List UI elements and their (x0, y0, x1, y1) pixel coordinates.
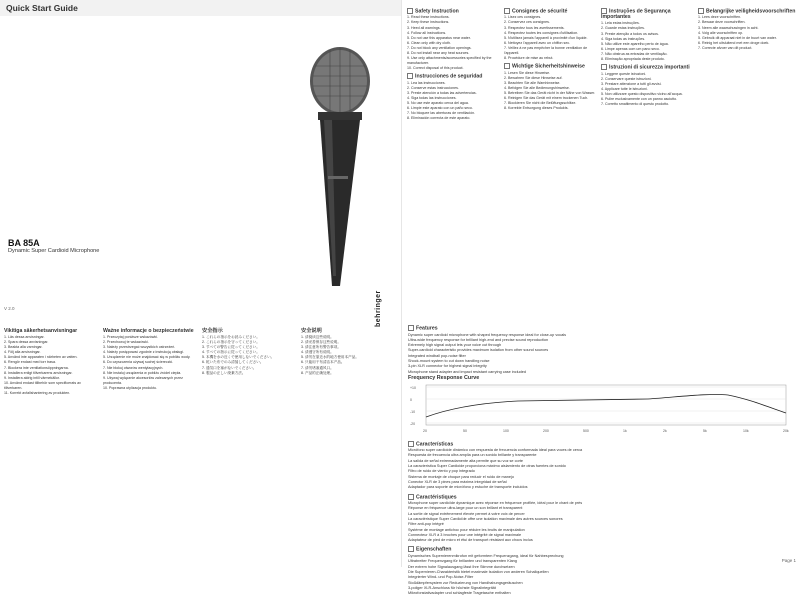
list-item: 3. Beachten Sie alle Warnhinweise. (504, 80, 561, 85)
checkbox-icon (601, 64, 607, 70)
feature-item: Filtro de ruido de viento y pop integrado (408, 469, 475, 474)
x-tick-label: 200 (543, 429, 549, 434)
section-heading (698, 8, 796, 14)
section-heading-text: Belangrijke veiligheidsvoorschriften (706, 8, 796, 15)
list-item: 3. Należy przestrzegać wszystkich ostrzeżeń. (103, 345, 176, 350)
list-item: 5. Não utilize este aparelho perto de água. (601, 41, 669, 46)
features-list (408, 333, 796, 375)
list-item: 5. Betreiben Sie das Gerät nicht in der Nähe von Wasser. (504, 90, 596, 95)
feature-item: Conector XLR de 3 pines para máxima integridad de señal (408, 479, 507, 484)
x-tick-label: 500 (583, 429, 589, 434)
list-item: 8. Nie instaluj urządzenia w pobliżu źródeł ciepła. (103, 370, 182, 375)
feature-item: 3-pin XLR connector for highest signal integrity (408, 364, 487, 369)
list-item: 2. 请妥善保存这些说明。 (301, 340, 341, 345)
feature-item: Micrófono super cardioide dinámico con respuesta de frecuencia conformada ideal para voces de cerca (408, 448, 583, 453)
guide-title: Quick Start Guide (6, 3, 78, 13)
list-item: 9. Use only attachments/accessories specified by the manufacturer. (407, 56, 492, 66)
list-item: 7. Blockieren Sie nicht die Belüftungsschlitze. (504, 101, 577, 106)
eigenschaften-heading: Eigenschaften (408, 546, 796, 553)
column-polish (103, 326, 197, 391)
section-heading-text: Instruções de Segurança Importantes (601, 8, 671, 21)
list-item: 8. Korrekte Entsorgung dieses Produkts. (504, 106, 569, 111)
y-tick-label: +10 (410, 386, 416, 391)
list-item: 4. Applicare tutte le istruzioni. (601, 86, 648, 91)
feature-item: Respuesta de frecuencia ultra amplia para un sonido brillante y transparente (408, 453, 537, 458)
section-heading (601, 64, 693, 70)
list-item: 4. Siga todas as instruções. (601, 36, 646, 41)
brand-logo: behringer (375, 290, 382, 327)
list-item: 8. Eliminación correcta de este aparato. (407, 116, 471, 121)
left-page (0, 0, 401, 567)
feature-item: Réponse en fréquence ultra-large pour un son brillant et transparent (408, 506, 523, 511)
checkbox-icon (504, 63, 510, 69)
product-subtitle: Dynamic Super Cardioid Microphone (8, 248, 100, 254)
list-item: 5. 请勿在靠近水的地方使用本产品。 (301, 355, 359, 360)
section-heading: Vikitiga säkerhetsanvisningar (4, 328, 78, 334)
feature-item: Mikrofonstativadapter und schlagfeste Tragetasche enthalten (408, 591, 511, 596)
section-heading (601, 8, 693, 20)
section-heading (504, 63, 596, 69)
x-tick-label: 20 (423, 429, 427, 434)
section-heading (504, 8, 596, 14)
list-item: 1. Lesen Sie diese Hinweise. (504, 70, 551, 75)
feature-item: Extremely high signal output lets your voice cut through (408, 343, 502, 348)
checkbox-icon (407, 73, 413, 79)
list-item: 10. Poprawna utylizacja produktu. (103, 385, 157, 390)
list-item: 6. Reinig het uitsluitend met een droge doek. (698, 40, 770, 45)
feature-item: 3-poliger XLR-Anschluss für höchste Signalintegrität (408, 585, 496, 590)
list-item: 7. No bloquee las aberturas de ventilación. (407, 111, 476, 116)
list-item: 6. Clean only with dry cloth. (407, 40, 451, 45)
list-item: 6. Limpie este aparato con un paño seco. (407, 106, 473, 111)
list-item: 6. Limpe apenas com um pano seco. (601, 46, 660, 51)
section-heading-text: Safety Instruction (415, 8, 459, 15)
list-item: 9. Installera aldrig intill värmekällor. (4, 375, 60, 380)
column-japanese (202, 326, 296, 376)
feature-item: Stoßdämpfersystem zur Reduzierung von Handhabungsgeräuschen (408, 580, 523, 585)
feature-item: Adaptateur de pied de micro et étui de transport résistant aux chocs inclus (408, 538, 533, 543)
section-heading: 安全指示 (202, 328, 223, 334)
list-item: 4. Siga todas las instrucciones. (407, 96, 457, 101)
x-tick-label: 10k (743, 429, 749, 434)
list-item: 9. Używaj wyłącznie akcesoriów zalecanych przez producenta. (103, 375, 183, 385)
header-band (0, 0, 401, 16)
list-item: 1. Leggere queste istruzioni. (601, 71, 647, 76)
list-item: 1. 请阅读这些说明。 (301, 335, 334, 339)
checkbox-icon (504, 8, 510, 14)
frequency-title: Frequency Response Curve (408, 374, 480, 381)
list-item: 2. Conserve estas instrucciones. (407, 85, 459, 90)
list-item: 7. Não obstrua as entradas de ventilação. (601, 51, 668, 56)
x-tick-label: 50 (463, 429, 467, 434)
list-item: 10. Correct disposal of this product. (407, 66, 464, 71)
list-item: 3. Respectez tous les avertissements. (504, 25, 565, 30)
y-tick-label: -10 (410, 410, 416, 415)
list-item: 1. Przeczytaj poniższe wskazówki. (103, 335, 158, 339)
feature-item: Dynamic super cardioid microphone with shaped frequency response ideal for close-up vocals (408, 332, 567, 337)
list-item: 1. これらの指示をお読みください。 (202, 335, 260, 339)
list-item: 3. Heed all warnings. (407, 25, 441, 30)
list-item: 7. Corretto smaltimento di questo prodotto. (601, 102, 670, 107)
list-item: 10. Använd endast tillbehör som specificerats av tillverkaren. (4, 380, 81, 390)
list-item: 6. Pulire esclusivamente con un panno asciutto. (601, 96, 678, 101)
column-dutch (698, 6, 796, 51)
list-item: 4. Följ alla anvisningar. (4, 350, 41, 355)
column-french-german (504, 6, 596, 111)
features-heading: Features (408, 325, 796, 332)
list-item: 2. これらの指示を守ってください。 (202, 340, 260, 345)
feature-item: Système de montage antichoc pour réduire les bruits de manipulation (408, 527, 525, 532)
list-item: 1. Leia estas instruções. (601, 21, 640, 26)
list-item: 5. Non utilizzare questo dispositivo vicino all'acqua. (601, 91, 683, 96)
list-item: 6. 乾いた布でのみ清掃してください。 (202, 360, 264, 365)
feature-item: Adaptador para soporte de micrófono y estuche de transporte incluidos (408, 485, 528, 490)
feature-item: Der extrem hohe Signalausgang lässt Ihre Stimme durchsetzen (408, 564, 515, 569)
list-item: 3. Preste atenção a todos os avisos. (601, 31, 659, 36)
list-item: 2. Przechowuj te wskazówki. (103, 340, 149, 345)
column-swedish (4, 326, 98, 396)
list-item: 1. Read these instructions. (407, 15, 450, 20)
column-portuguese-italian (601, 6, 693, 107)
feature-item: Sistema de montaje de choque para reducir el ruido de manejo (408, 474, 514, 479)
version-tag: V 2.0 (4, 306, 15, 311)
feature-item: Microphone super cardioïde dynamique avec réponse en fréquence profilée, idéal pour le chant de près (408, 501, 583, 506)
x-tick-label: 1k (623, 429, 627, 434)
x-tick-label: 2k (663, 429, 667, 434)
list-item: 7. Blockera inte ventilationsöppningarna. (4, 365, 69, 370)
feature-item: La caractéristique Super Cardioïde offre une isolation maximale des autres sources sonores (408, 516, 563, 521)
section-heading-text: Instrucciones de seguridad (415, 73, 483, 80)
list-item: 4. すべての指示に従ってください。 (202, 350, 260, 355)
list-item: 3. Preste atención a todas las advertencias. (407, 90, 477, 95)
list-item: 1. Läs dessa anvisningar. (4, 335, 45, 339)
x-tick-label: 5k (703, 429, 707, 434)
feature-item: La característica Super Cardioide proporciona máximo aislamiento de otras fuentes de sonido (408, 464, 566, 469)
list-item: 6. 只能用干布清洁本产品。 (301, 360, 345, 365)
caracteristiques-list (408, 501, 796, 543)
list-item: 8. 产品的正确处理。 (301, 370, 334, 375)
caracteristicas-heading: Características (408, 441, 796, 448)
list-item: 4. 请遵守所有说明。 (301, 350, 334, 355)
section-heading-text: Consignes de sécurité (512, 8, 568, 15)
section-heading: Ważne informacje o bezpieczeństwie (103, 328, 194, 334)
column-english-spanish (407, 6, 499, 122)
list-item: 4. Należy postępować zgodnie z instrukcją obsługi. (103, 350, 185, 355)
list-item: 5. Använd inte apparaten i närheten av vatten. (4, 355, 78, 360)
frequency-response-chart (408, 383, 796, 435)
list-item: 3. すべての警告に従ってください。 (202, 345, 260, 350)
feature-item: Integrierter Wind- und Pop-Noise-Filter (408, 575, 474, 580)
list-item: 8. Do not install near any heat sources. (407, 51, 470, 56)
x-tick-label: 100 (503, 429, 509, 434)
microphone-image (270, 36, 380, 291)
page-number: Page 1 (781, 558, 796, 563)
eigenschaften-list (408, 554, 796, 596)
features-section (408, 322, 796, 596)
list-item: 2. Bewahren Sie diese Hinweise auf. (504, 75, 563, 80)
list-item: 8. Installera enligt tillverkarens anvisningar. (4, 370, 73, 375)
section-heading (407, 73, 499, 79)
list-item: 2. Spara dessa anvisningar. (4, 340, 49, 345)
product-model: BA 85A (8, 238, 40, 248)
feature-item: Integrated windball pop-noise filter (408, 353, 466, 358)
list-item: 4. Befolgen Sie alle Bedienungshinweise. (504, 85, 570, 90)
list-item: 4. Respectez toutes les consignes d'utilisation. (504, 30, 579, 35)
feature-item: Ultra-wide frequency response for brilliant high-end and precise sound reproduction (408, 337, 549, 342)
checkbox-icon (698, 8, 704, 14)
feature-item: Shock-mount system to cut down handling noise (408, 359, 490, 364)
list-item: 3. Prestare attenzione a tutti gli avvisi. (601, 81, 662, 86)
section-heading (407, 8, 499, 14)
section-heading: 安全说明 (301, 328, 322, 334)
list-item: 4. Volg alle voorschriften op. (698, 30, 744, 35)
list-item: 1. Lees deze voorschriften. (698, 15, 742, 20)
list-item: 1. Lea las instrucciones. (407, 80, 446, 85)
caracteristicas-list (408, 448, 796, 490)
y-tick-label: -20 (410, 422, 416, 427)
list-item: 11. Korrekt avfallshantering av produkten. (4, 391, 71, 396)
list-item: 3. Beakta alla varningar. (4, 345, 43, 350)
feature-item: Dynamisches Supernierenmikrofon mit geformtem Frequenzgang, ideal für Nahbesprechung (408, 554, 564, 559)
feature-item: Die Supernieren-Charakteristik bietet maximale Isolation von anderen Schallquellen (408, 569, 549, 574)
feature-item: Super-cardioid characteristic provides maximum isolation from other sound sources (408, 348, 549, 353)
list-item: 7. Nie blokuj otworów wentylacyjnych. (103, 365, 164, 370)
feature-item: Ultrabreiter Frequenzgang für brillanten und transparenten Klang (408, 559, 517, 564)
column-chinese (301, 326, 397, 376)
feature-item: Connecteur XLR à 3 broches pour une intégrité de signal maximale (408, 532, 522, 537)
list-item: 7. 请勿堵塞通风口。 (301, 365, 334, 370)
checkbox-icon (407, 8, 413, 14)
list-item: 2. Conservez ces consignes. (504, 20, 550, 25)
feature-item: Microphone stand adapter and impact resistant carrying case included (408, 369, 526, 374)
list-item: 5. 本機を水の近くで使用しないでください。 (202, 355, 275, 360)
section-heading-text: Wichtige Sicherheitshinweise (512, 63, 585, 70)
section-heading-text: Istruzioni di sicurezza importanti (609, 64, 690, 71)
feature-item: La sortie de signal extrêmement élevée permet à votre voix de percer (408, 511, 525, 516)
list-item: 7. Correcte afvoer van dit product. (698, 45, 753, 50)
list-item: 2. Bewaar deze voorschriften. (698, 20, 746, 25)
list-item: 7. Do not block any ventilation openings. (407, 45, 472, 50)
list-item: 1. Lisez ces consignes. (504, 15, 542, 20)
list-item: 6. Nettoyez l'appareil avec un chiffon sec. (504, 40, 571, 45)
feature-item: Filtre anti-pop intégré (408, 522, 444, 527)
list-item: 3. 请注意所有警告事项。 (301, 345, 341, 350)
list-item: 5. Urządzenie nie może znajdować się w pobliżu wody. (103, 355, 191, 360)
checkbox-icon (601, 8, 607, 14)
list-item: 6. Do czyszczenia używaj suchej ściereczki. (103, 360, 174, 365)
product-area (0, 16, 401, 327)
list-item: 2. Conservare queste istruzioni. (601, 76, 652, 81)
list-item: 5. Gebruik dit apparaat niet in de buurt van water. (698, 35, 777, 40)
list-item: 2. Guarde estas instruções. (601, 26, 645, 31)
y-tick-label: 0 (410, 398, 412, 403)
list-item: 5. N'utilisez jamais l'appareil à proximité d'un liquide. (504, 35, 588, 40)
feature-item: La salida de señal extremadamente alta permite que su voz se corte (408, 458, 524, 463)
list-item: 7. Veillez à ne pas empêcher la bonne ventilation de l'appareil. (504, 45, 588, 56)
list-item: 8. Procédure de mise au rebut. (504, 56, 554, 61)
list-item: 7. 通気口を塞がないでください。 (202, 365, 257, 370)
list-item: 6. Rengör endast med torr trasa. (4, 360, 56, 365)
x-tick-label: 20k (783, 429, 789, 434)
list-item: 5. Do not use this apparatus near water. (407, 35, 471, 40)
list-item: 4. Follow all instructions. (407, 30, 447, 35)
list-item: 2. Keep these instructions. (407, 20, 450, 25)
list-item: 8. 製品の正しい廃棄方法。 (202, 370, 246, 375)
list-item: 5. No use este aparato cerca del agua. (407, 101, 469, 106)
list-item: 6. Reinigen Sie das Gerät mit einem trockenen Tuch. (504, 96, 589, 101)
list-item: 3. Neem alle waarschuwingen in acht. (698, 25, 759, 30)
list-item: 8. Eliminação apropriada deste produto. (601, 57, 665, 62)
caracteristiques-heading: Caractéristiques (408, 494, 796, 501)
